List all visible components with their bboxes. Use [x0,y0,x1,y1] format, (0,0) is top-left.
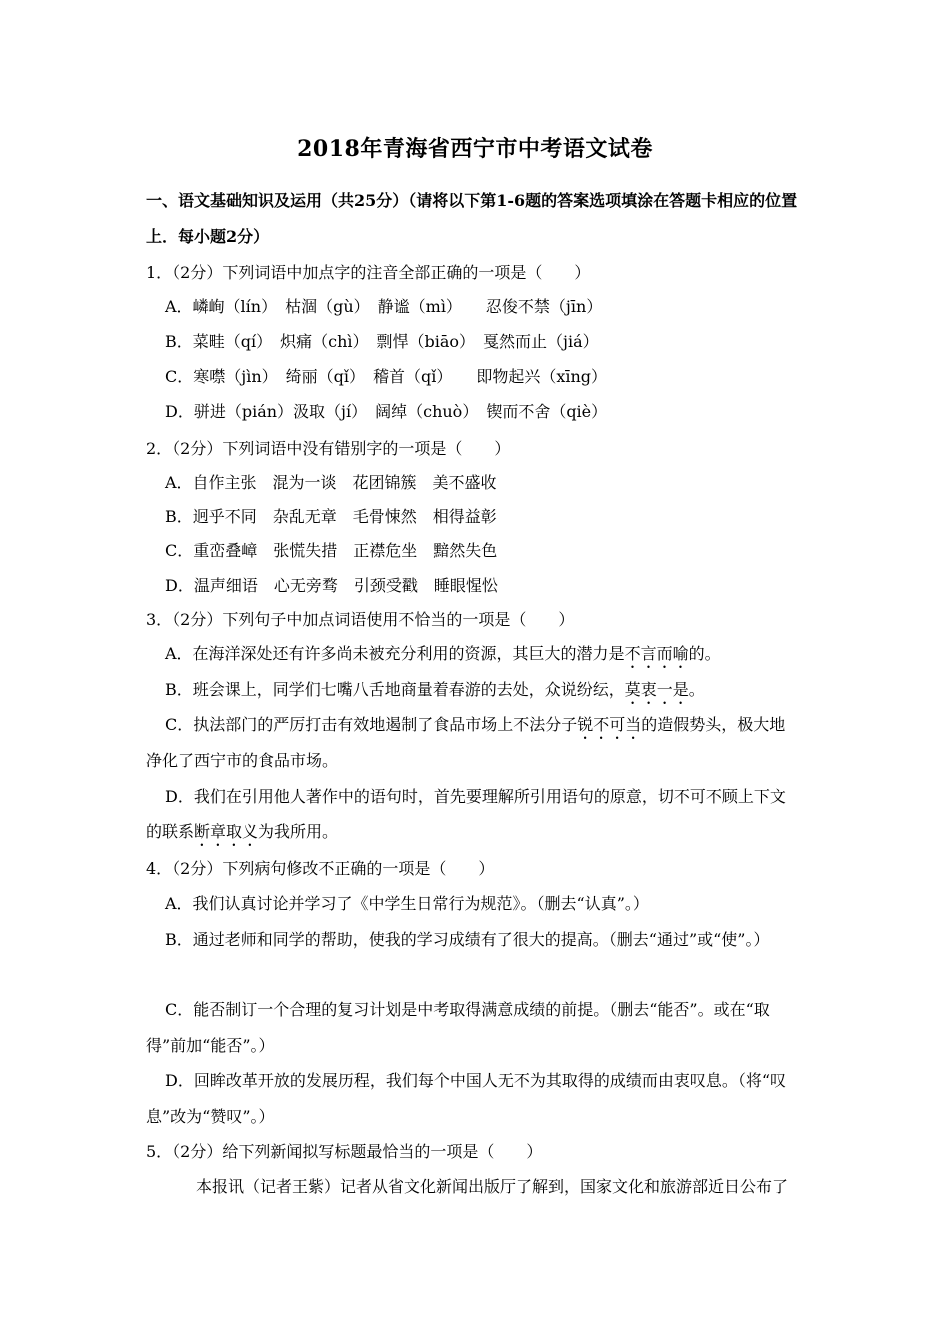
q3-c-dotted-word: 锐不可当 [577,715,642,734]
q2-option-b: B．迥乎不同 杂乱无章 毛骨悚然 相得益彰 [165,507,497,526]
q3-d-dotted-word: 断章取义 [194,822,259,841]
q1-option-d: D．骈进（pián）汲取（jí） 阔绰（chuò） 锲而不舍（qiè） [165,402,608,421]
q3-option-a [165,643,721,672]
q4-option-d-line2: 息”改为“赞叹”。） [146,1107,275,1126]
q3-c-text-end: 的造假势头，极大地 [641,715,786,734]
page-title: 2018年青海省西宁市中考语文试卷 [297,136,653,162]
q3-option-c-line2: 净化了西宁市的食品市场。 [146,751,339,770]
q1-option-b: B．菜畦（qí） 炽痛（chì） 剽悍（biāo） 戛然而止（jiá） [165,332,599,351]
q4-option-b: B．通过老师和同学的帮助，使我的学习成绩有了很大的提高。（删去“通过”或“使”。） [165,930,770,949]
q3-option-d-line2 [146,821,338,850]
q3-d-text: 的联系 [146,822,195,841]
q4-stem: 4．（2分）下列病句修改不正确的一项是（ ） [146,859,495,878]
q3-b-text: B．班会课上，同学们七嘴八舌地商量着春游的去处，众说纷纭， [165,680,625,699]
q1-option-a: A．嶙峋（lín） 枯涸（gù） 静谧（mì） 忍俊不禁（jīn） [165,297,603,316]
q1-option-c: C．寒噤（jìn） 绮丽（qǐ） 稽首（qǐ） 即物起兴（xīng） [165,367,608,386]
q3-c-text: C．执法部门的严厉打击有效地遏制了食品市场上不法分子 [165,715,578,734]
q2-option-c: C．重峦叠嶂 张慌失措 正襟危坐 黯然失色 [165,541,498,560]
q3-a-text: A．在海洋深处还有许多尚未被充分利用的资源，其巨大的潜力是 [165,644,625,663]
q3-b-dotted-word: 莫衷一是 [624,680,689,699]
q3-option-d: D．我们在引用他人著作中的语句时，首先要理解所引用语句的原意，切不可不顾上下文 [165,787,786,806]
q5-stem: 5．（2分）给下列新闻拟写标题最恰当的一项是（ ） [146,1142,543,1161]
q4-option-a: A．我们认真讨论并学习了《中学生日常行为规范》。（删去“认真”。） [165,894,649,913]
q1-stem: 1．（2分）下列词语中加点字的注音全部正确的一项是（ ） [146,263,591,282]
q2-stem: 2．（2分）下列词语中没有错别字的一项是（ ） [146,439,511,458]
q3-stem: 3．（2分）下列句子中加点词语使用不恰当的一项是（ ） [146,610,575,629]
q4-option-c: C．能否制订一个合理的复习计划是中考取得满意成绩的前提。（删去“能否”。或在“取 [165,1000,770,1019]
q2-option-a: A．自作主张 混为一谈 花团锦簇 美不盛收 [165,473,497,492]
q3-d-text-end: 为我所用。 [258,822,339,841]
q3-a-text-end: 的。 [688,644,721,663]
section-heading-line1: 一、语文基础知识及运用（共25分）（请将以下第1-6题的答案选项填涂在答题卡相应的位置 [146,191,798,210]
q2-option-d: D．温声细语 心无旁骛 引颈受戳 睡眼惺忪 [165,576,498,595]
q3-b-text-end: 。 [688,680,705,699]
q3-option-b [165,679,705,708]
q3-a-dotted-word: 不言而喻 [624,644,689,663]
q4-option-d: D．回眸改革开放的发展历程，我们每个中国人无不为其取得的成绩而由衷叹息。（将“叹 [165,1071,787,1090]
q4-option-c-line2: 得”前加“能否”。） [146,1036,275,1055]
q3-option-c [165,714,785,743]
section-heading-line2: 上．每小题2分） [146,227,270,246]
q5-news-text: 本报讯（记者王紫）记者从省文化新闻出版厅了解到，国家文化和旅游部近日公布了 [196,1177,789,1196]
